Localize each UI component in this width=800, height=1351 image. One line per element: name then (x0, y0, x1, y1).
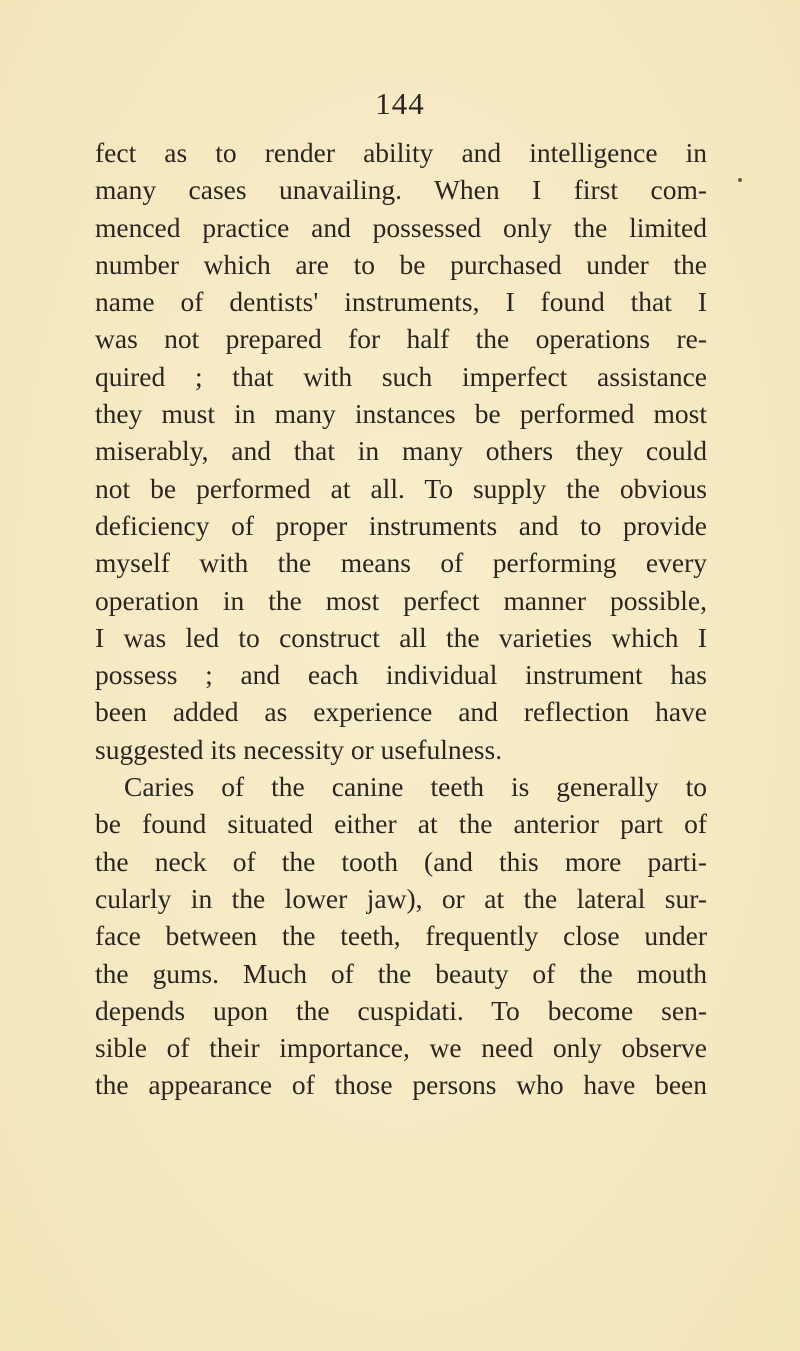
text-line: I was led to construct all the varieties which I (95, 621, 707, 653)
text-line: name of dentists' instruments, I found that I (95, 286, 707, 318)
text-line: depends upon the cuspidati. To become sen- (95, 994, 707, 1026)
text-line: they must in many instances be performed most (95, 398, 707, 430)
text-line: suggested its necessity or usefulness. (95, 733, 503, 765)
text-line: been added as experience and reflection have (95, 696, 707, 728)
text-line: the appearance of those persons who have been (95, 1069, 707, 1101)
text-line: cularly in the lower jaw), or at the lateral sur- (95, 882, 707, 914)
text-line: fect as to render ability and intelligence in (95, 137, 707, 168)
text-line: was not prepared for half the operations re- (95, 323, 707, 355)
text-line: the neck of the tooth (and this more parti- (95, 845, 707, 877)
text-line: deficiency of proper instruments and to provide (95, 509, 707, 541)
text-line: be found situated either at the anterior part of (95, 808, 707, 840)
text-line: face between the teeth, frequently close under (95, 920, 707, 952)
text-line: many cases unavailing. When I first com- (95, 174, 707, 206)
text-line: Caries of the canine teeth is generally to (124, 771, 707, 803)
text-line: miserably, and that in many others they could (95, 435, 707, 467)
text-line: number which are to be purchased under the (95, 248, 707, 280)
text-line: quired ; that with such imperfect assistance (95, 360, 707, 392)
text-line: operation in the most perfect manner possible, (95, 584, 707, 616)
text-line: possess ; and each individual instrument has (95, 659, 707, 691)
ink-speck (738, 178, 742, 182)
text-line: the gums. Much of the beauty of the mouth (95, 957, 707, 989)
text-line: not be performed at all. To supply the obvious (95, 472, 707, 504)
page-number: 144 (375, 86, 425, 121)
body-text (95, 134, 707, 1104)
text-line: menced practice and possessed only the limited (95, 211, 707, 243)
text-line: myself with the means of performing every (95, 547, 707, 579)
text-line: sible of their importance, we need only observe (95, 1032, 707, 1064)
